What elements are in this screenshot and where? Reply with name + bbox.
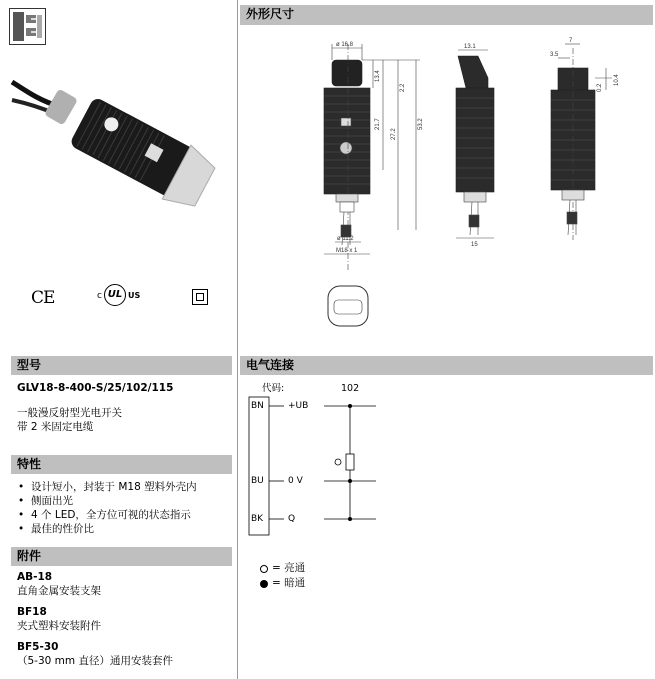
signal-q: Q bbox=[288, 514, 296, 524]
feature-item: • 最佳的性价比 bbox=[17, 522, 197, 536]
accessory-desc: 夹式塑料安装附件 bbox=[17, 620, 101, 632]
ul-circle: UL bbox=[104, 284, 126, 306]
ul-us-text: US bbox=[128, 291, 141, 300]
dimension-drawing bbox=[240, 30, 653, 340]
model-header: 型号 bbox=[11, 356, 232, 375]
accessories-header: 附件 bbox=[11, 547, 232, 566]
wiring-diagram bbox=[244, 392, 414, 542]
sensor-type-icon bbox=[9, 8, 47, 46]
model-desc-2: 带 2 米固定电缆 bbox=[17, 421, 94, 433]
pin-bu: BU bbox=[251, 476, 264, 486]
accessory-desc: （5-30 mm 直径）通用安装套件 bbox=[17, 655, 173, 667]
model-desc-1: 一般漫反射型光电开关 bbox=[17, 407, 122, 419]
accessory-name: BF5-30 bbox=[17, 641, 59, 653]
column-divider bbox=[237, 0, 238, 679]
accessory-name: AB-18 bbox=[17, 571, 53, 583]
pin-bn: BN bbox=[251, 401, 264, 411]
ce-mark: CE bbox=[31, 288, 55, 308]
dim-dia168: ø 16.8 bbox=[336, 42, 354, 48]
feature-item: • 设计短小，封装于 M18 塑料外壳内 bbox=[17, 480, 197, 494]
cul-us-mark bbox=[97, 284, 143, 308]
dim-m18: M18 x 1 bbox=[336, 248, 358, 254]
signal-ub: +UB bbox=[288, 401, 309, 411]
dim-7: 7 bbox=[569, 38, 573, 44]
dim-15: 15 bbox=[471, 242, 478, 248]
features-list bbox=[17, 480, 197, 536]
signal-0v: 0 V bbox=[288, 476, 303, 486]
dim-134: 13.4 bbox=[375, 70, 381, 82]
dim-104: 10.4 bbox=[614, 74, 620, 86]
light-on-icon bbox=[260, 565, 268, 573]
product-photo bbox=[10, 70, 225, 220]
dark-on-icon bbox=[260, 580, 268, 588]
accessory-name: BF18 bbox=[17, 606, 47, 618]
feature-item: • 侧面出光 bbox=[17, 494, 197, 508]
connection-header: 电气连接 bbox=[240, 356, 653, 375]
dim-35: 3.5 bbox=[550, 52, 559, 58]
dim-02: 0.2 bbox=[597, 83, 603, 92]
accessory-desc: 直角金属安装支架 bbox=[17, 585, 101, 597]
code-value: 102 bbox=[341, 383, 360, 394]
dim-532: 53.2 bbox=[418, 118, 424, 130]
dim-22: 2.2 bbox=[400, 83, 406, 92]
dim-131: 13.1 bbox=[464, 44, 476, 50]
ul-c-text: c bbox=[97, 291, 102, 301]
dim-272: 27.2 bbox=[391, 128, 397, 140]
dim-217: 21.7 bbox=[375, 118, 381, 130]
dim-dia112: ø 11.2 bbox=[337, 236, 354, 242]
model-code: GLV18-8-400-S/25/102/115 bbox=[17, 382, 174, 394]
class2-icon bbox=[192, 289, 208, 305]
dimensions-header: 外形尺寸 bbox=[240, 5, 653, 25]
code-label: 代码: bbox=[262, 383, 285, 394]
legend-dark-on: = 暗通 bbox=[272, 577, 306, 589]
pin-bk: BK bbox=[251, 514, 264, 524]
features-header: 特性 bbox=[11, 455, 232, 474]
feature-item: • 4 个 LED，全方位可视的状态指示 bbox=[17, 508, 197, 522]
legend-light-on: = 亮通 bbox=[272, 562, 306, 574]
